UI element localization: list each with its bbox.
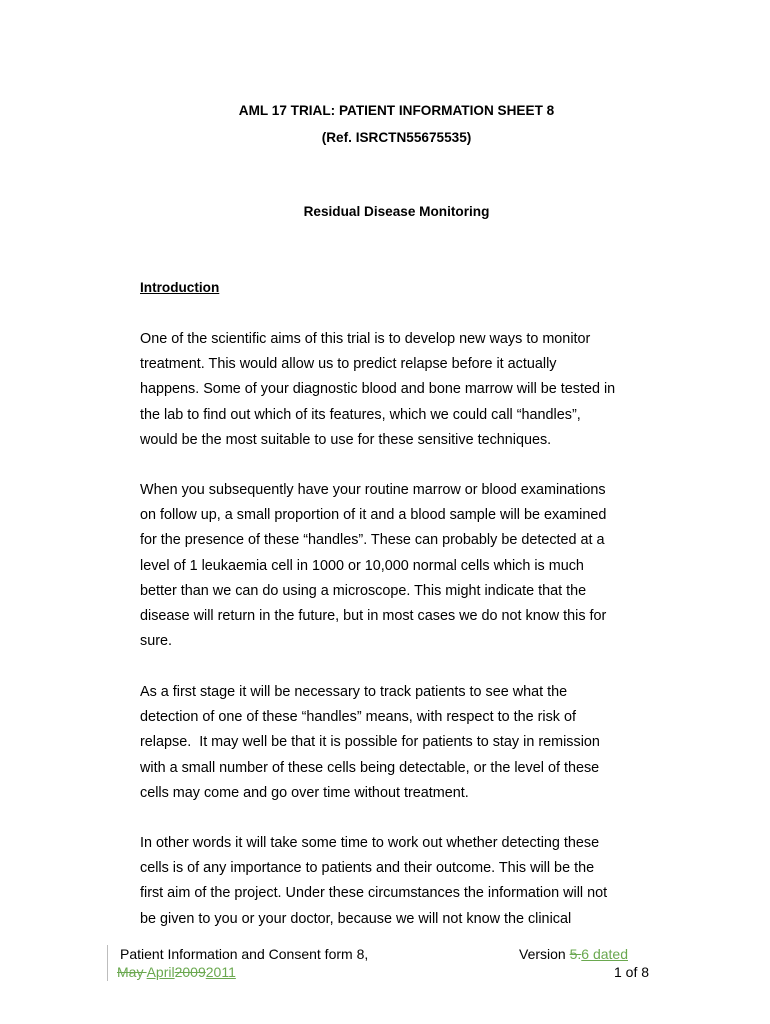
version-label: Version [519, 946, 570, 962]
tracked-insertion: April [146, 964, 175, 980]
paragraph-line: with a small number of these cells being detectable, or the level of these [140, 759, 600, 776]
trial-reference: (Ref. ISRCTN55675535) [321, 130, 472, 145]
tracked-deletion: May [117, 964, 147, 980]
paragraph-line: on follow up, a small proportion of it and a blood sample will be examined [140, 507, 607, 524]
tracked-deletion: 5. [569, 946, 582, 962]
paragraph-line: sure. [140, 633, 172, 650]
paragraph-line: detection of one of these “handles” means, with respect to the risk of [140, 709, 576, 726]
paragraph-line: happens. Some of your diagnostic blood and bone marrow will be tested in [140, 381, 616, 398]
footer-version [519, 946, 628, 962]
paragraph-line: cells is of any importance to patients and their outcome. This will be the [140, 860, 595, 877]
paragraph-line: first aim of the project. Under these circumstances the information will not [140, 885, 608, 902]
paragraph-4 [140, 831, 660, 932]
paragraph-line: be given to you or your doctor, because we will not know the clinical [140, 910, 572, 927]
paragraph-line: level of 1 leukaemia cell in 1000 or 10,000 normal cells which is much [140, 557, 584, 574]
tracked-insertion: 2011 [205, 964, 236, 980]
tracked-insertion: 6 dated [581, 946, 628, 962]
paragraph-line: treatment. This would allow us to predict relapse before it actually [140, 356, 557, 373]
paragraph-line: for the presence of these “handles”. These can probably be detected at a [140, 532, 605, 549]
page-number: 1 of 8 [614, 964, 650, 980]
paragraph-line: When you subsequently have your routine marrow or blood examinations [140, 482, 606, 498]
paragraph-1 [140, 327, 660, 453]
paragraph-line: would be the most suitable to use for these sensitive techniques. [140, 431, 552, 448]
paragraph-line: relapse. It may well be that it is possible for patients to stay in remission [140, 734, 600, 751]
paragraph-line: disease will return in the future, but in most cases we do not know this for [140, 608, 607, 625]
section-heading: Introduction [140, 280, 220, 295]
footer-divider [107, 945, 108, 981]
document-title: AML 17 TRIAL: PATIENT INFORMATION SHEET 8 [238, 103, 555, 118]
tracked-deletion: 2009 [174, 964, 206, 980]
footer-form-name: Patient Information and Consent form 8, [120, 946, 369, 962]
document-subtitle: Residual Disease Monitoring [303, 204, 490, 219]
footer-date [117, 964, 236, 980]
paragraph-line: cells may come and go over time without treatment. [140, 784, 469, 801]
paragraph-2 [140, 478, 660, 654]
paragraph-line: One of the scientific aims of this trial is to develop new ways to monitor [140, 331, 591, 347]
paragraph-line: As a first stage it will be necessary to track patients to see what the [140, 684, 568, 700]
paragraph-line: better than we can do using a microscope. This might indicate that the [140, 582, 587, 599]
paragraph-3 [140, 680, 660, 806]
paragraph-line: the lab to find out which of its features, which we could call “handles”, [140, 406, 581, 423]
paragraph-line: In other words it will take some time to work out whether detecting these [140, 835, 600, 851]
